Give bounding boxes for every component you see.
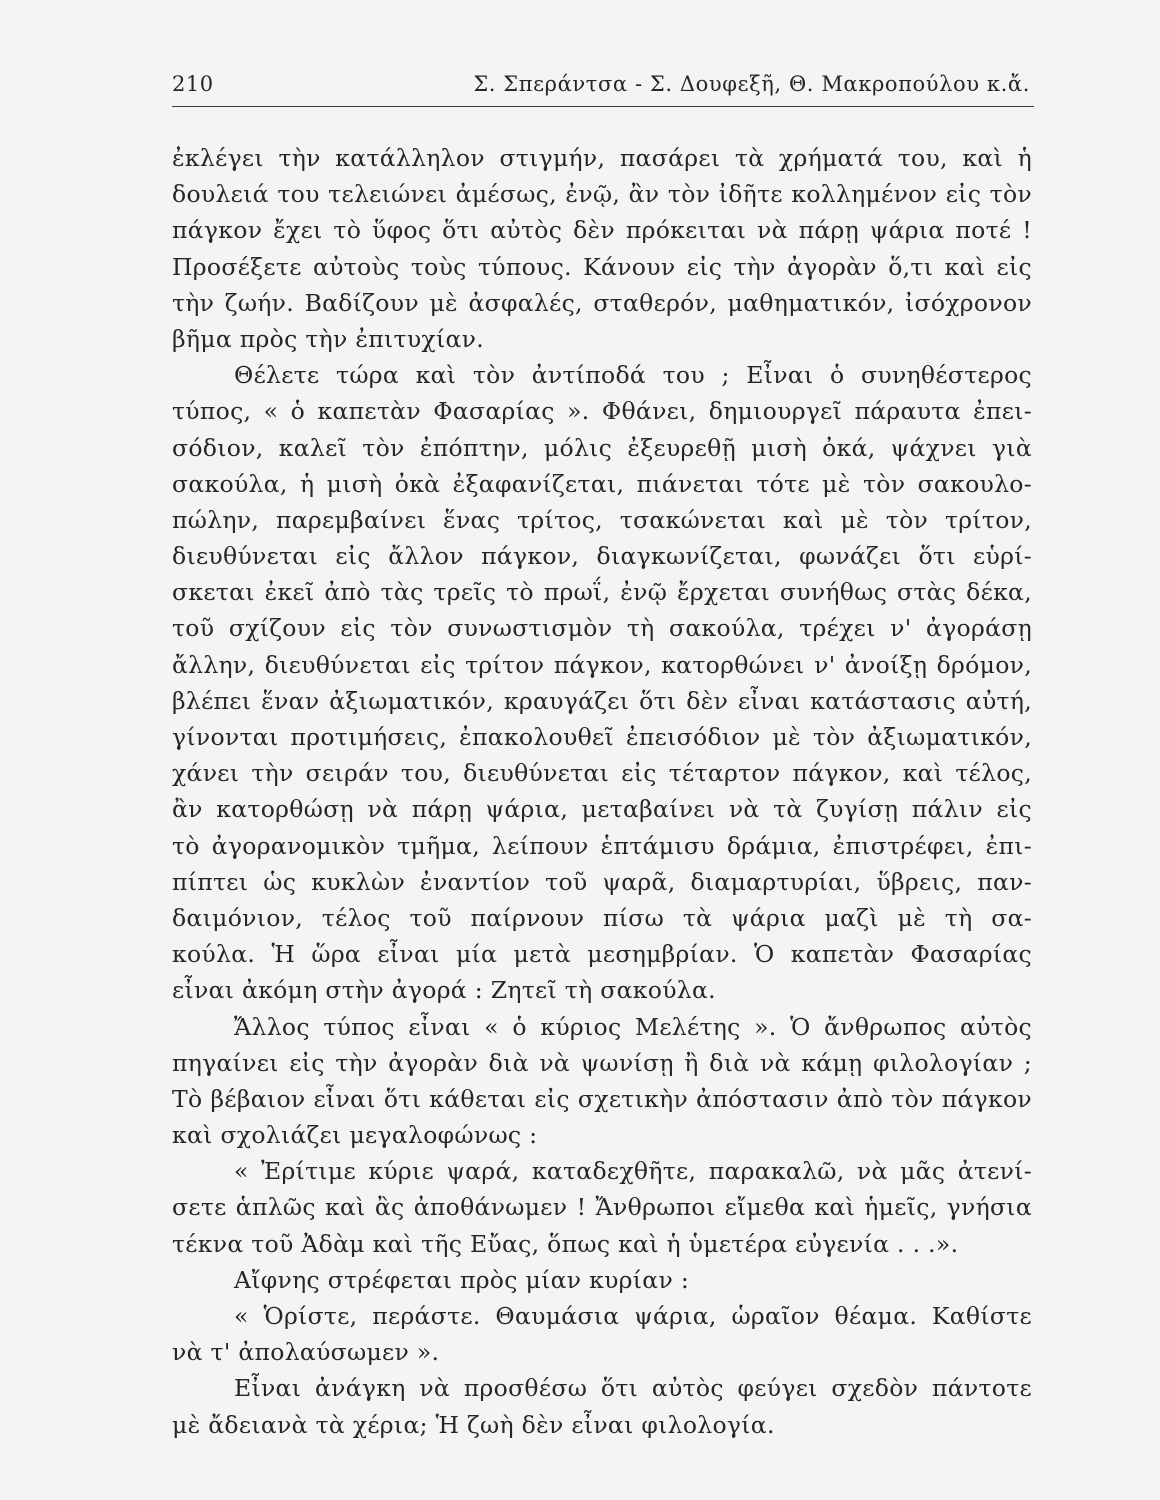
text-line: νὰ τ' ἀπολαύσωμεν ». (172, 1338, 440, 1367)
text-line: κούλα. Ἡ ὥρα εἶναι μία μετὰ μεσημβρίαν. Ὁ καπετὰν Φασαρίας (172, 940, 1032, 969)
text-line: πίπτει ὡς κυκλὼν ἐναντίον τοῦ ψαρᾶ, διαμαρτυρίαι, ὕβρεις, παν- (172, 867, 1032, 896)
text-line: ἄλλην, διευθύνεται εἰς τρίτον πάγκον, κατορθώνει ν' ἀνοίξῃ δρόμον, (172, 650, 1032, 679)
text-line: καὶ σχολιάζει μεγαλοφώνως : (172, 1121, 538, 1150)
text-line: Εἶναι ἀνάγκη νὰ προσθέσω ὅτι αὐτὸς φεύγει σχεδὸν πάντοτε (234, 1374, 1032, 1403)
text-line: Αἴφνης στρέφεται πρὸς μίαν κυρίαν : (234, 1265, 690, 1294)
text-line: ἐκλέγει τὴν κατάλληλον στιγμήν, πασάρει τὰ χρήματά του, καὶ ἡ (172, 144, 1032, 172)
text-line: τοῦ σχίζουν εἰς τὸν συνωστισμὸν τὴ σακούλα, τρέχει ν' ἀγοράσῃ (172, 614, 1032, 643)
text-line: σακούλα, ἡ μισὴ ὀκὰ ἐξαφανίζεται, πιάνεται τότε μὲ τὸν σακουλο- (172, 469, 1032, 498)
page-number: 210 (172, 72, 214, 96)
page-header (172, 70, 1034, 107)
text-line: σόδιον, καλεῖ τὸν ἐπόπτην, μόλις ἐξευρεθῇ μισὴ ὀκά, ψάχνει γιὰ (172, 433, 1032, 462)
text-line: βῆμα πρὸς τὴν ἐπιτυχίαν. (172, 324, 484, 353)
text-line: « Ἐρίτιμε κύριε ψαρά, καταδεχθῆτε, παρακαλῶ, νὰ μᾶς ἀτενί- (234, 1157, 1032, 1186)
text-line: Ἄλλος τύπος εἶναι « ὁ κύριος Μελέτης ». Ὁ ἄνθρωπος αὐτὸς (234, 1012, 1032, 1041)
text-line: πώλην, παρεμβαίνει ἕνας τρίτος, τσακώνεται καὶ μὲ τὸν τρίτον, (172, 505, 1032, 534)
text-line: Τὸ βέβαιον εἶναι ὅτι κάθεται εἰς σχετικὴν ἀπόστασιν ἀπὸ τὸν πάγκον (172, 1084, 1032, 1113)
text-line: δαιμόνιον, τέλος τοῦ παίρνουν πίσω τὰ ψάρια μαζὶ μὲ τὴ σα- (172, 903, 1032, 932)
text-line: δουλειά του τελειώνει ἀμέσως, ἐνῷ, ἂν τὸν ἰδῆτε κολλημένον εἰς τὸν (172, 180, 1032, 209)
text-line: τέκνα τοῦ Ἀδὰμ καὶ τῆς Εὔας, ὅπως καὶ ἡ ὑμετέρα εὐγενία . . .». (172, 1229, 959, 1258)
text-line: « Ὁρίστε, περάστε. Θαυμάσια ψάρια, ὡραῖον θέαμα. Καθίστε (234, 1302, 1032, 1330)
text-line: πάγκον ἔχει τὸ ὕφος ὅτι αὐτὸς δὲν πρόκειται νὰ πάρῃ ψάρια ποτέ ! (172, 216, 1032, 245)
text-line: ἂν κατορθώσῃ νὰ πάρῃ ψάρια, μεταβαίνει νὰ τὰ ζυγίσῃ πάλιν εἰς (172, 795, 1032, 824)
text-line: πηγαίνει εἰς τὴν ἀγορὰν διὰ νὰ ψωνίσῃ ἢ διὰ νὰ κάμῃ φιλολογίαν ; (172, 1048, 1032, 1077)
running-head: Σ. Σπεράντσα - Σ. Δουφεξῆ, Θ. Μακροπούλου κ.ἄ. (473, 72, 1030, 96)
text-line: εἶναι ἀκόμη στὴν ἀγορά : Ζητεῖ τὴ σακούλα. (172, 976, 716, 1005)
text-line: βλέπει ἕναν ἀξιωματικόν, κραυγάζει ὅτι δὲν εἶναι κατάστασις αὐτή, (172, 686, 1032, 715)
text-line: σετε ἁπλῶς καὶ ἂς ἀποθάνωμεν ! Ἄνθρωποι εἴμεθα καὶ ἡμεῖς, γνήσια (172, 1193, 1032, 1222)
text-line: τὸ ἀγορανομικὸν τμῆμα, λείπουν ἑπτάμισυ δράμια, ἐπιστρέφει, ἐπι- (172, 831, 1032, 860)
text-line: σκεται ἐκεῖ ἀπὸ τὰς τρεῖς τὸ πρωΐ, ἐνῷ ἔρχεται συνήθως στὰς δέκα, (172, 578, 1032, 607)
text-line: τὴν ζωήν. Βαδίζουν μὲ ἀσφαλές, σταθερόν, μαθηματικόν, ἰσόχρονον (172, 288, 1032, 317)
text-line: Θέλετε τώρα καὶ τὸν ἀντίποδά του ; Εἶναι ὁ συνηθέστερος (234, 361, 1032, 390)
text-line: χάνει τὴν σειράν του, διευθύνεται εἰς τέταρτον πάγκον, καὶ τέλος, (172, 759, 1032, 788)
body-text (172, 140, 1032, 1443)
text-line: διευθύνεται εἰς ἄλλον πάγκον, διαγκωνίζεται, φωνάζει ὅτι εὑρί- (172, 542, 1032, 571)
text-line: τύπος, « ὁ καπετὰν Φασαρίας ». Φθάνει, δημιουργεῖ πάραυτα ἐπει- (172, 397, 1032, 426)
text-line: Προσέξετε αὐτοὺς τοὺς τύπους. Κάνουν εἰς τὴν ἀγορὰν ὅ,τι καὶ εἰς (172, 252, 1032, 281)
text-line: μὲ ἄδειανὰ τὰ χέρια; Ἡ ζωὴ δὲν εἶναι φιλολογία. (172, 1410, 775, 1439)
text-line: γίνονται προτιμήσεις, ἐπακολουθεῖ ἐπεισόδιον μὲ τὸν ἀξιωματικόν, (172, 723, 1032, 751)
